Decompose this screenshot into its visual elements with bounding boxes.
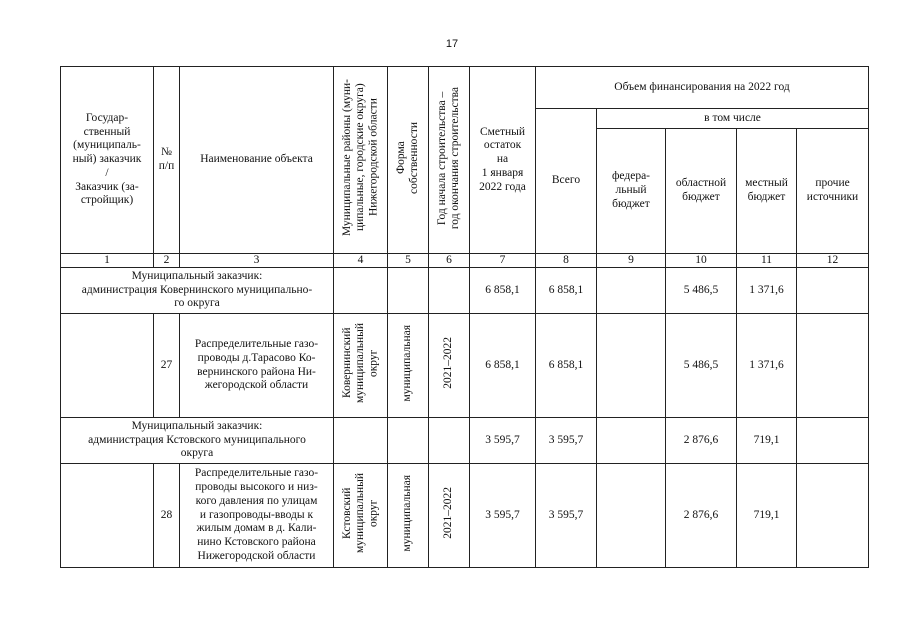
district-cell	[334, 464, 388, 568]
ownership-cell	[388, 268, 429, 314]
header-num: № п/п	[154, 67, 180, 254]
header-funding: Объем финансирования на 2022 год	[536, 67, 869, 109]
header-local: местный бюджет	[737, 129, 797, 254]
other-value	[797, 314, 869, 418]
column-number: 7	[470, 254, 536, 268]
column-number: 3	[180, 254, 334, 268]
header-object-name: Наименование объекта	[180, 67, 334, 254]
district-cell	[334, 314, 388, 418]
other-value	[797, 418, 869, 464]
regional-value: 5 486,5	[666, 314, 737, 418]
federal-value	[597, 464, 666, 568]
local-value: 719,1	[737, 464, 797, 568]
customer-cell	[61, 464, 154, 568]
customer-name: Муниципальный заказчик: администрация Кстовского муниципального округа	[61, 418, 334, 464]
column-number: 6	[429, 254, 470, 268]
total-value: 3 595,7	[536, 418, 597, 464]
total-value: 3 595,7	[536, 464, 597, 568]
table-row-customer	[61, 418, 869, 464]
ownership-type: муниципальная	[401, 474, 414, 552]
header-customer: Государ- ственный (муниципаль- ный) заказчик / Заказчик (за- стройщик)	[61, 67, 154, 254]
district-cell	[334, 268, 388, 314]
years-cell	[429, 314, 470, 418]
header-regional: областной бюджет	[666, 129, 737, 254]
header-estimate: Сметный остаток на 1 января 2022 года	[470, 67, 536, 254]
total-value: 6 858,1	[536, 314, 597, 418]
customer-cell	[61, 314, 154, 418]
object-number: 27	[154, 314, 180, 418]
column-number: 12	[797, 254, 869, 268]
years-cell	[429, 268, 470, 314]
regional-value: 5 486,5	[666, 268, 737, 314]
construction-years: 2021–2022	[442, 487, 455, 539]
local-value: 1 371,6	[737, 314, 797, 418]
header-total: Всего	[536, 109, 597, 254]
column-number: 9	[597, 254, 666, 268]
column-number: 1	[61, 254, 154, 268]
ownership-cell	[388, 418, 429, 464]
column-number: 11	[737, 254, 797, 268]
federal-value	[597, 268, 666, 314]
header-districts-cell	[334, 67, 388, 254]
district-name: Кстовский муниципальный округ	[340, 473, 380, 554]
header-ownership: Форма собственности	[394, 121, 420, 194]
ownership-cell	[388, 464, 429, 568]
other-value	[797, 464, 869, 568]
header-federal: федера- льный бюджет	[597, 129, 666, 254]
regional-value: 2 876,6	[666, 418, 737, 464]
object-number: 28	[154, 464, 180, 568]
estimate-value: 6 858,1	[470, 268, 536, 314]
header-other: прочие источники	[797, 129, 869, 254]
column-numbers-row	[61, 254, 869, 268]
total-value: 6 858,1	[536, 268, 597, 314]
header-years: Год начала строительства – год окончания строительства	[435, 86, 461, 229]
local-value: 719,1	[737, 418, 797, 464]
column-number: 10	[666, 254, 737, 268]
regional-value: 2 876,6	[666, 464, 737, 568]
header-districts: Муниципальные районы (муни- ципальные, городские округа) Нижегородской области	[340, 79, 380, 237]
ownership-type: муниципальная	[401, 324, 414, 402]
header-including: в том числе	[597, 109, 869, 129]
object-name: Распределительные газо- проводы высокого и низ- кого давления по улицам и газопроводы-вводы к жилым домам в д. Кали- нино Кстовского района Нижегородской области	[180, 464, 334, 568]
local-value: 1 371,6	[737, 268, 797, 314]
estimate-value: 3 595,7	[470, 418, 536, 464]
estimate-value: 3 595,7	[470, 464, 536, 568]
column-number: 5	[388, 254, 429, 268]
customer-name: Муниципальный заказчик: администрация Ковернинского муниципально- го округа	[61, 268, 334, 314]
estimate-value: 6 858,1	[470, 314, 536, 418]
construction-years: 2021–2022	[442, 337, 455, 389]
table-row-object	[61, 464, 869, 568]
table-row-customer	[61, 268, 869, 314]
years-cell	[429, 418, 470, 464]
federal-value	[597, 418, 666, 464]
object-name: Распределительные газо- проводы д.Тарасово Ко- вернинского района Ни- жегородской области	[180, 314, 334, 418]
table-row-object	[61, 314, 869, 418]
column-number: 4	[334, 254, 388, 268]
page-number: 17	[445, 38, 459, 50]
years-cell	[429, 464, 470, 568]
district-cell	[334, 418, 388, 464]
column-number: 8	[536, 254, 597, 268]
financing-table	[60, 66, 869, 568]
federal-value	[597, 314, 666, 418]
ownership-cell	[388, 314, 429, 418]
district-name: Ковернинский муниципальный округ	[340, 323, 380, 404]
header-ownership-cell	[388, 67, 429, 254]
column-number: 2	[154, 254, 180, 268]
other-value	[797, 268, 869, 314]
header-years-cell	[429, 67, 470, 254]
